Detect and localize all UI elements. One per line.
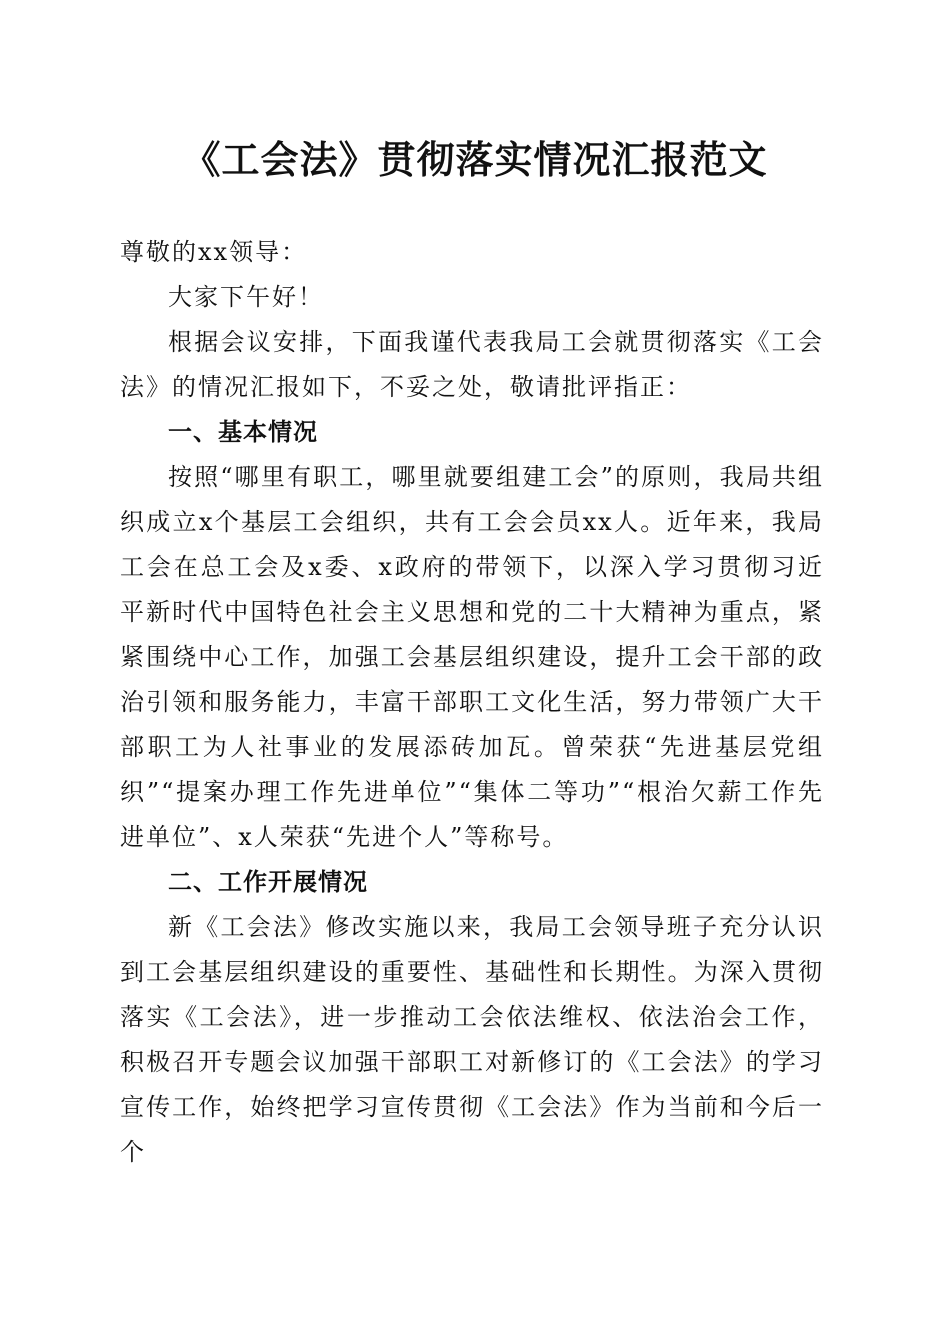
section-heading-work: 二、工作开展情况	[168, 868, 368, 896]
intro-paragraph: 根据会议安排，下面我谨代表我局工会就贯彻落实《工会法》的情况汇报如下，不妥之处，敬请批评指正：	[120, 328, 824, 401]
salutation: 尊敬的xx领导：	[120, 238, 308, 266]
section-paragraph-work: 新《工会法》修改实施以来，我局工会领导班子充分认识到工会基层组织建设的重要性、基础性和长期性。为深入贯彻落实《工会法》，进一步推动工会依法维权、依法治会工作，积极召开专题会议加强干部职工对新修订的《工会法》的学习宣传工作，始终把学习宣传贯彻《工会法》作为当前和今后一个	[120, 913, 824, 1166]
document-body	[120, 230, 824, 1175]
document-title: 《工会法》贯彻落实情况汇报范文	[182, 137, 768, 182]
section-heading-basic: 一、基本情况	[168, 418, 318, 446]
greeting: 大家下午好！	[168, 283, 324, 311]
section-paragraph-basic: 按照“哪里有职工，哪里就要组建工会”的原则，我局共组织成立x个基层工会组织，共有工会会员xx人。近年来，我局工会在总工会及x委、x政府的带领下，以深入学习贯彻习近平新时代中国特色社会主义思想和党的二十大精神为重点，紧紧围绕中心工作，加强工会基层组织建设，提升工会干部的政治引领和服务能力，丰富干部职工文化生活，努力带领广大干部职工为人社事业的发展添砖加瓦。曾荣获“先进基层党组织”“提案办理工作先进单位”“集体二等功”“根治欠薪工作先进单位”、x人荣获“先进个人”等称号。	[120, 463, 824, 851]
